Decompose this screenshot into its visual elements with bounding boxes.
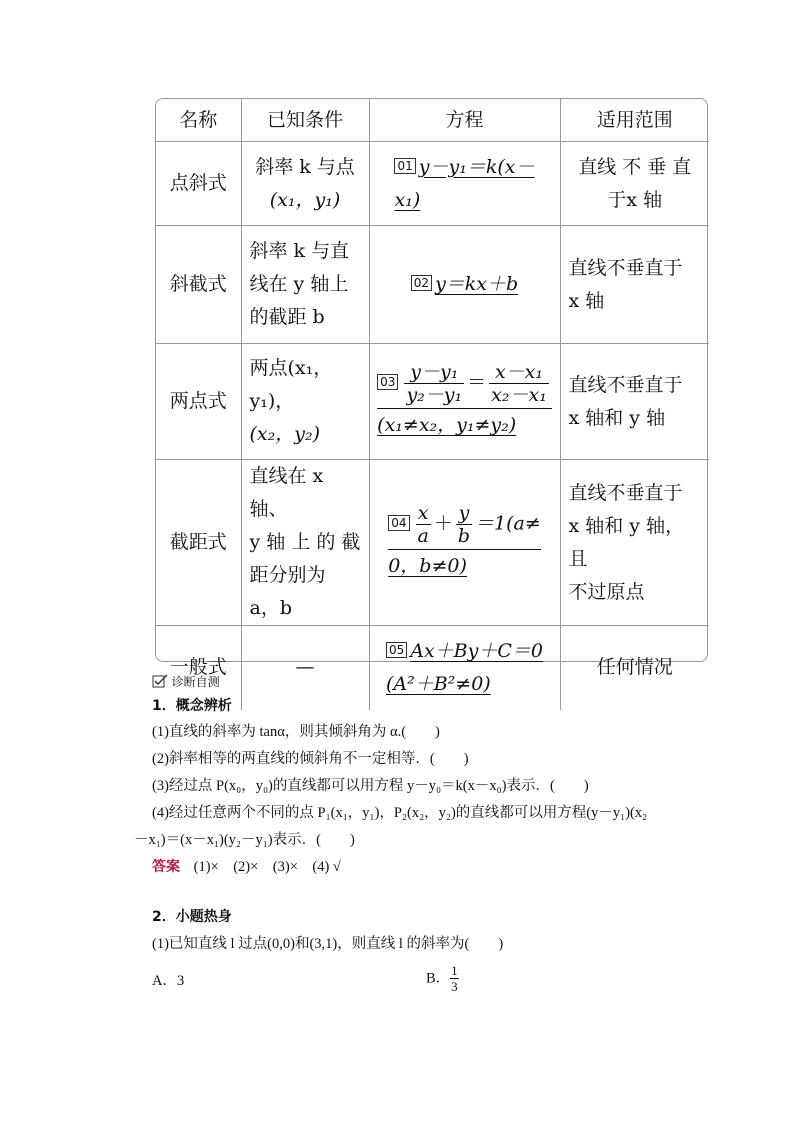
row-condition [241,142,369,226]
section-title: 1．概念辨析 [152,698,232,714]
table-row [156,344,709,460]
row-equation [369,460,560,626]
row-name: 斜截式 [156,226,241,344]
table-row [156,142,709,226]
diagnosis-label: 诊断自测 [171,675,220,689]
header-equation: 方程 [369,99,560,142]
answer-line [152,857,341,877]
condition-line: (x₁，y₁) [269,188,341,211]
fraction [489,361,549,406]
row-name: 两点式 [156,344,241,460]
equation-tag: 05 [386,642,407,658]
fraction-numerator: x [416,502,431,525]
equation-tag: 04 [388,515,409,531]
scope-line: 直线不垂直于 [568,481,683,504]
option-a: A．3 [152,973,185,989]
equation-text: Ax＋By＋C＝0 [410,639,544,662]
header-name: 名称 [156,99,241,142]
fraction-numerator: 1 [451,963,458,978]
answer-key-label: 答案 [152,859,180,875]
equation-tag: 02 [411,275,432,291]
scope-line: 直线 不 垂 直 [578,155,692,178]
table-header-row [156,99,709,142]
row-equation [369,142,560,226]
problem-1: (1)已知直线 l 过点(0,0)和(3,1)，则直线 l 的斜率为( ) [152,936,504,952]
question-3: (3)经过点 P(x₀，y₀)的直线都可以用方程 y－y₀＝k(x－x₀)表示．( ) [152,778,589,794]
condition-line: 距分别为 a，b [249,564,326,619]
question-4-line2: －x₁)＝(x－x₁)(y₂－y₁)表示．( ) [134,832,355,848]
fraction [416,502,431,547]
condition-line: (x₂，y₂) [249,423,321,445]
answer-values: (1)× (2)× (3)× (4) √ [193,859,341,875]
equation-text: (A²＋B²≠0) [385,672,491,695]
row-scope [560,142,709,226]
condition-line: 线在 y 轴上 [249,273,349,295]
scope-line: 于x 轴 [607,188,663,211]
condition-line: 直线在 x 轴、 [249,465,324,520]
equation-text: y＝kx＋b [435,273,519,295]
scope-line: x 轴和 y 轴，且 [568,514,685,570]
fraction-denominator: b [457,525,471,547]
fraction [456,502,472,547]
row-condition [241,226,369,344]
row-name: 一般式 [156,626,241,710]
equation-text: ＝1(a≠ [475,512,541,535]
checkbox-check-icon [152,674,168,688]
question-2: (2)斜率相等的两直线的倾斜角不一定相等．( ) [152,751,469,767]
equals-sign: ＝ [467,371,487,394]
header-condition: 已知条件 [241,99,369,142]
scope-line: x 轴和 y 轴 [568,406,666,429]
question-1: (1)直线的斜率为 tanα，则其倾斜角为 α.( ) [152,724,440,740]
fraction-numerator: y [456,502,472,525]
fraction [404,361,464,406]
row-scope: 任何情况 [560,626,709,710]
section-title: 2．小题热身 [152,909,232,925]
row-condition [241,460,369,626]
plus-sign: ＋ [433,512,453,535]
row-scope [560,460,709,626]
fraction-denominator: 3 [451,979,458,994]
option-b [426,963,459,994]
row-condition [241,344,369,460]
condition-line: 两点(x₁，y₁)， [249,357,333,412]
table-row [156,626,709,710]
equation-forms-table [156,99,709,710]
fraction-denominator: a [417,525,429,547]
condition-line: 的截距 b [249,306,325,328]
equation-tag: 03 [377,374,398,390]
row-condition: — [241,626,369,710]
scope-line: 直线不垂直于 [568,256,683,279]
equation-text: (x₁≠x₂，y₁≠y₂) [377,414,517,436]
scope-line: x 轴 [568,289,605,312]
condition-line: 斜率 k 与点 [255,155,355,178]
equation-text: 0，b≠0) [388,555,467,577]
row-name: 截距式 [156,460,241,626]
fraction [450,963,459,994]
equation-text: y－y₁＝k(x－ [418,155,535,178]
condition-line: 斜率 k 与直 [249,240,350,262]
table-row [156,460,709,626]
diagnosis-header [152,672,220,692]
question-4-line1: (4)经过任意两个不同的点 P₁(x₁，y₁)，P₂(x₂，y₂)的直线都可以用方程(y－y₁)(x₂ [152,805,648,821]
fraction-numerator: y－y₁ [404,361,464,384]
row-equation [369,226,560,344]
fraction-numerator: x－x₁ [489,361,549,384]
row-scope [560,344,709,460]
fraction-denominator: x₂－x₁ [491,384,547,406]
option-b-label: B． [426,970,451,987]
row-scope [560,226,709,344]
scope-line: 不过原点 [568,580,645,603]
table-row [156,226,709,344]
scope-line: 直线不垂直于 [568,373,683,396]
equation-text: x₁) [394,188,421,211]
row-equation [369,626,560,710]
condition-line: y 轴 上 的 截 [249,531,361,553]
equation-tag: 01 [394,158,415,174]
header-scope: 适用范围 [560,99,709,142]
row-name: 点斜式 [156,142,241,226]
fraction-denominator: y₂－y₁ [406,384,463,406]
row-equation [369,344,560,460]
